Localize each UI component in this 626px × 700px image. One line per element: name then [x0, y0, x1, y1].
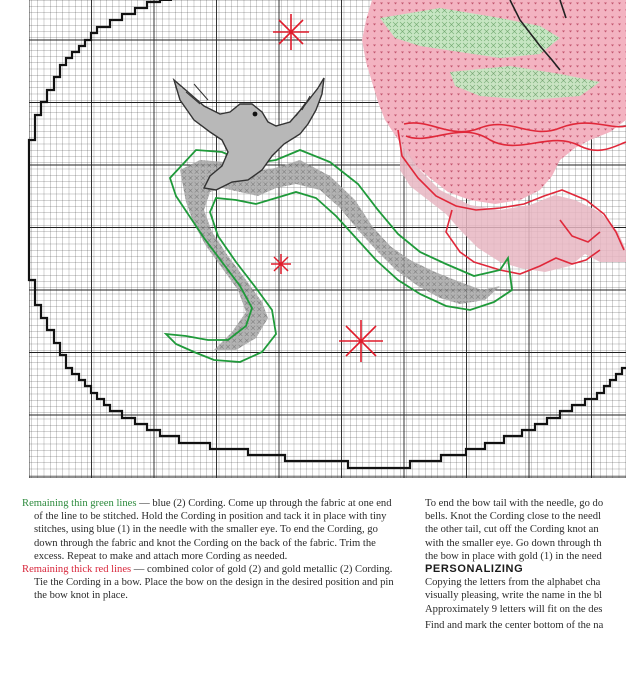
personalizing-heading: PERSONALIZING [425, 563, 524, 576]
instruction-green-body: — blue (2) Cording. Come up through the fabric at one end of the line to be stitched. Hold the Cording in position and tack it in place with tiny stitches, using blue (1) in the needle with the smaller eye. To end the Cording, go down through the fabric and knot the Cording on the back of the fabric. Trim the excess. Repeat to make and attach more Cording as needed. [34, 498, 392, 562]
right-text-line: To end the bow tail with the needle, go do [425, 498, 604, 509]
instruction-red-body: — combined color of gold (2) and gold metallic (2) Cording. Tie the Cording in a bow. Place the bow on the design in the desired position and pin the bow knot in place. [34, 564, 394, 602]
instruction-red-lead: Remaining thick red lines [22, 564, 132, 576]
right-text-line: the bow in place with gold (1) in the need [425, 550, 602, 562]
right-text-line: Approximately 9 letters will fit on the des [425, 603, 603, 615]
right-text-line: Find and mark the center bottom of the na [425, 619, 604, 631]
instruction-red-lines [22, 563, 394, 603]
right-text-line: with the smaller eye. Go down through th [425, 537, 602, 549]
right-text-line: Copying the letters from the alphabet cha [425, 577, 601, 589]
left-margin-mask [0, 0, 29, 480]
instruction-green-lines [22, 497, 394, 563]
instructions-right-column [425, 497, 626, 632]
bottom-margin-mask [0, 478, 626, 485]
right-text-line: the other tail, cut off the Cording knot an [425, 524, 599, 536]
snowflake-small [271, 254, 291, 274]
right-text-line: bells. Knot the Cording close to the needl [425, 511, 601, 523]
right-text-line: visually pleasing, write the name in the bl [425, 590, 603, 602]
instructions-left-column [22, 497, 394, 603]
instruction-green-lead: Remaining thin green lines [22, 498, 137, 509]
